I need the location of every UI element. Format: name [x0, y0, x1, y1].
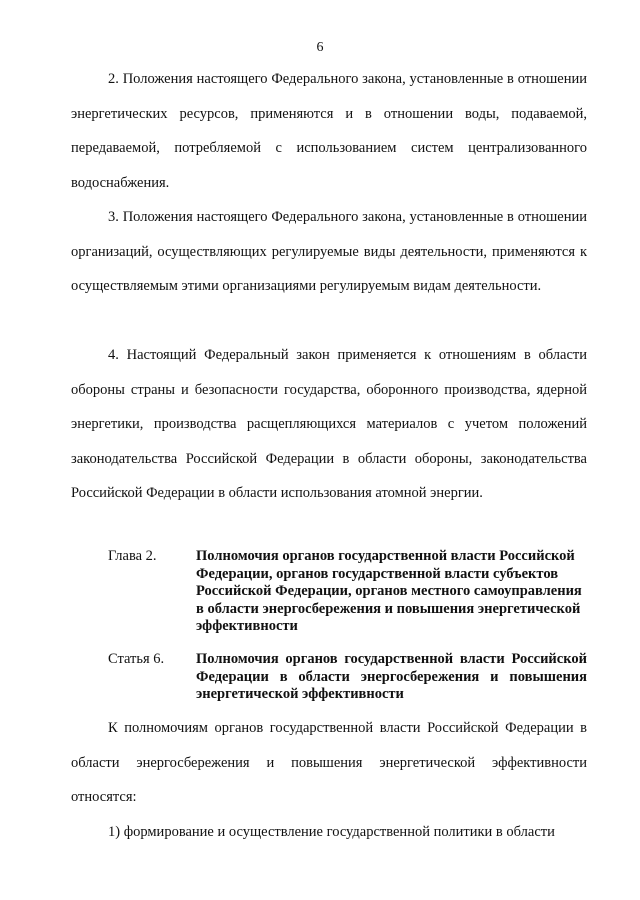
article-heading [108, 651, 587, 704]
article-intro-paragraph: К полномочиям органов государственной власти Российской Федерации в области энергосбережения и повышения энергетической эффективности относятся: [71, 720, 587, 805]
paragraph-3: 3. Положения настоящего Федерального закона, установленные в отношении организаций, осуществляющих регулируемые виды деятельности, применяются к осуществляемым этими организациями регулируемым видам деятельности. [71, 209, 587, 294]
paragraph-4: 4. Настоящий Федеральный закон применяется к отношениям в области обороны страны и безопасности государства, оборонного производства, ядерной энергетики, производства расщепляющихся материалов с учетом положений законодательства Российской Федерации в области обороны, законодательства Российской Федерации в области использования атомной энергии. [71, 347, 587, 501]
chapter-heading [108, 548, 587, 636]
article-label: Статья 6. [108, 651, 165, 667]
chapter-title: Полномочия органов государственной власти Российской Федерации, органов государственной власти субъектов Российской Федерации, органов местного самоуправления в области энергосбережения и повышения энергетической эффективности [196, 548, 582, 634]
article-title: Полномочия органов государственной власти Российской Федерации в области энергосбережения и повышения энергетической эффективности [196, 651, 587, 702]
page-number: 6 [316, 40, 324, 55]
list-item-1: 1) формирование и осуществление государственной политики в области [108, 824, 555, 840]
chapter-label: Глава 2. [108, 548, 157, 564]
paragraph-2: 2. Положения настоящего Федерального закона, установленные в отношении энергетических ресурсов, применяются и в отношении воды, подаваемой, передаваемой, потребляемой с использованием систем централизованного водоснабжения. [71, 71, 587, 191]
